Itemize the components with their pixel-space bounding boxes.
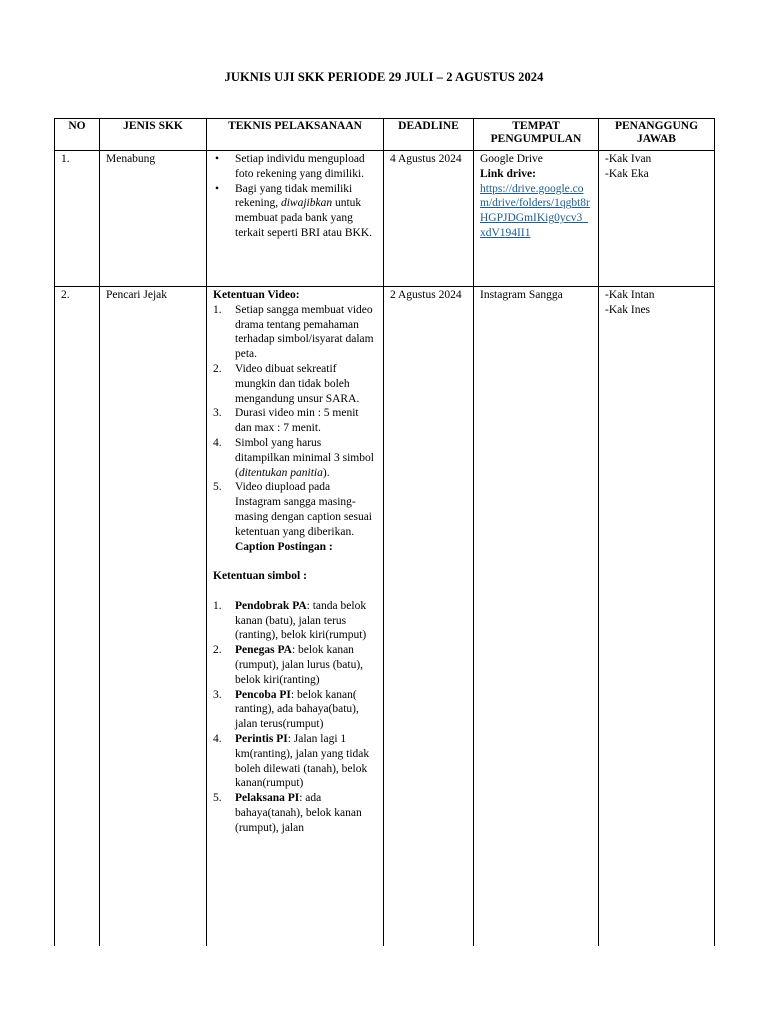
list-number: 3. xyxy=(213,688,222,701)
header-penanggung-jawab: PENANGGUNG JAWAB xyxy=(599,119,715,151)
simbol-desc: : belok kanan( ranting), ada bahaya(batu), jalan terus(rumput) xyxy=(235,688,359,731)
list-number: 1. xyxy=(213,303,222,316)
rule-text: Setiap sangga membuat video drama tentang pemahaman terhadap simbol/isyarat dalam peta. xyxy=(235,303,374,361)
list-item xyxy=(213,643,377,687)
list-number: 3. xyxy=(213,407,222,420)
tempat-cell: Instagram Sangga xyxy=(474,287,599,947)
list-number: 1. xyxy=(213,599,222,612)
list-item xyxy=(213,480,377,554)
row-number: 2. xyxy=(55,287,100,947)
tempat-text: Google Drive xyxy=(480,153,543,165)
header-deadline: DEADLINE xyxy=(384,119,474,151)
link-drive-label: Link drive: xyxy=(480,167,536,180)
rule-text: ). xyxy=(322,466,330,479)
list-item xyxy=(213,732,377,791)
spacer xyxy=(213,554,377,569)
list-item xyxy=(213,436,377,480)
simbol-name: Pencoba PI xyxy=(235,688,291,701)
tempat-cell xyxy=(474,151,599,287)
ketentuan-video-heading: Ketentuan Video: xyxy=(213,289,300,301)
header-teknis-pelaksanaan: TEKNIS PELAKSANAAN xyxy=(207,119,384,151)
pj-name: -Kak Intan xyxy=(605,289,655,301)
pj-name: -Kak Eka xyxy=(605,167,649,180)
bullet-text: Bagi yang tidak memiliki rekening, xyxy=(235,182,353,210)
table-header-row xyxy=(55,119,715,151)
video-rules-list xyxy=(213,303,377,555)
deadline-cell: 4 Agustus 2024 xyxy=(384,151,474,287)
rule-text: Video dibuat sekreatif mungkin dan tidak boleh mengandung unsur SARA. xyxy=(235,362,360,405)
rule-text: Video diupload pada Instagram sangga masing-masing dengan caption sesuai ketentuan yang diberikan. xyxy=(235,481,373,538)
ketentuan-simbol-heading: Ketentuan simbol : xyxy=(213,570,307,583)
table-row xyxy=(55,151,715,287)
simbol-desc: : Jalan lagi 1 km(ranting), jalan yang tidak boleh dilewati (tanah), belok kanan(rumput) xyxy=(235,732,370,790)
list-number: 4. xyxy=(213,732,222,745)
teknis-cell xyxy=(207,287,384,947)
list-item xyxy=(213,599,377,643)
teknis-cell xyxy=(207,151,384,287)
spacer xyxy=(213,584,377,599)
juknis-table xyxy=(54,118,715,946)
bullet-emphasis: diwajibkan xyxy=(280,197,333,210)
bullet-text: untuk membuat pada bank yang terkait seperti BRI atau BKK. xyxy=(235,197,373,239)
list-item xyxy=(213,182,377,241)
simbol-name: Pelaksana PI xyxy=(235,792,300,805)
page-title: JUKNIS UJI SKK PERIODE 29 JULI – 2 AGUSTUS 2024 xyxy=(224,70,544,84)
list-item xyxy=(213,688,377,732)
caption-postingan-label: Caption Postingan : xyxy=(235,540,333,553)
list-item xyxy=(213,791,377,835)
header-tempat-pengumpulan: TEMPAT PENGUMPULAN xyxy=(474,119,599,151)
list-number: 5. xyxy=(213,792,222,805)
penanggung-jawab-cell xyxy=(599,151,715,287)
list-item xyxy=(213,152,377,182)
simbol-desc: : tanda belok kanan (batu), jalan terus (ranting), belok kiri(rumput) xyxy=(235,599,367,642)
deadline-cell: 2 Agustus 2024 xyxy=(384,287,474,947)
google-drive-link[interactable]: https://drive.google.com/drive/folders/1qgbt8rHGPJDGmIKig0ycv3_xdV194II1 xyxy=(480,182,590,239)
header-no: NO xyxy=(55,119,100,151)
simbol-name: Penegas PA xyxy=(235,644,292,657)
list-item xyxy=(213,362,377,406)
row-number: 1. xyxy=(55,151,100,287)
teknis-bullet-list xyxy=(213,152,377,241)
list-number: 5. xyxy=(213,481,222,494)
jenis-skk-cell: Pencari Jejak xyxy=(100,287,207,947)
header-jenis-skk: JENIS SKK xyxy=(100,119,207,151)
penanggung-jawab-cell xyxy=(599,287,715,947)
simbol-name: Perintis PI xyxy=(235,732,288,745)
bullet-icon: • xyxy=(215,182,220,195)
bullet-icon: • xyxy=(215,153,220,165)
list-item xyxy=(213,406,377,436)
rule-text: Durasi video min : 5 menit dan max : 7 menit. xyxy=(235,407,359,435)
simbol-rules-list xyxy=(213,599,377,836)
rule-emphasis: ditentukan panitia xyxy=(238,466,323,479)
simbol-desc: : belok kanan (rumput), jalan lurus (batu), belok kiri(ranting) xyxy=(235,644,364,686)
table-row xyxy=(55,287,715,947)
pj-name: -Kak Ivan xyxy=(605,153,652,165)
list-number: 2. xyxy=(213,362,222,375)
rule-text: Simbol yang harus ditampilkan minimal 3 simbol ( xyxy=(235,436,374,479)
bullet-text: Setiap individu mengupload foto rekening yang dimiliki. xyxy=(235,153,365,180)
list-number: 4. xyxy=(213,436,222,449)
list-item xyxy=(213,303,377,362)
pj-name: -Kak Ines xyxy=(605,303,651,316)
jenis-skk-cell: Menabung xyxy=(100,151,207,287)
simbol-desc: : ada bahaya(tanah), belok kanan (rumput), jalan xyxy=(235,792,362,834)
list-number: 2. xyxy=(213,644,222,657)
simbol-name: Pendobrak PA xyxy=(235,599,307,612)
